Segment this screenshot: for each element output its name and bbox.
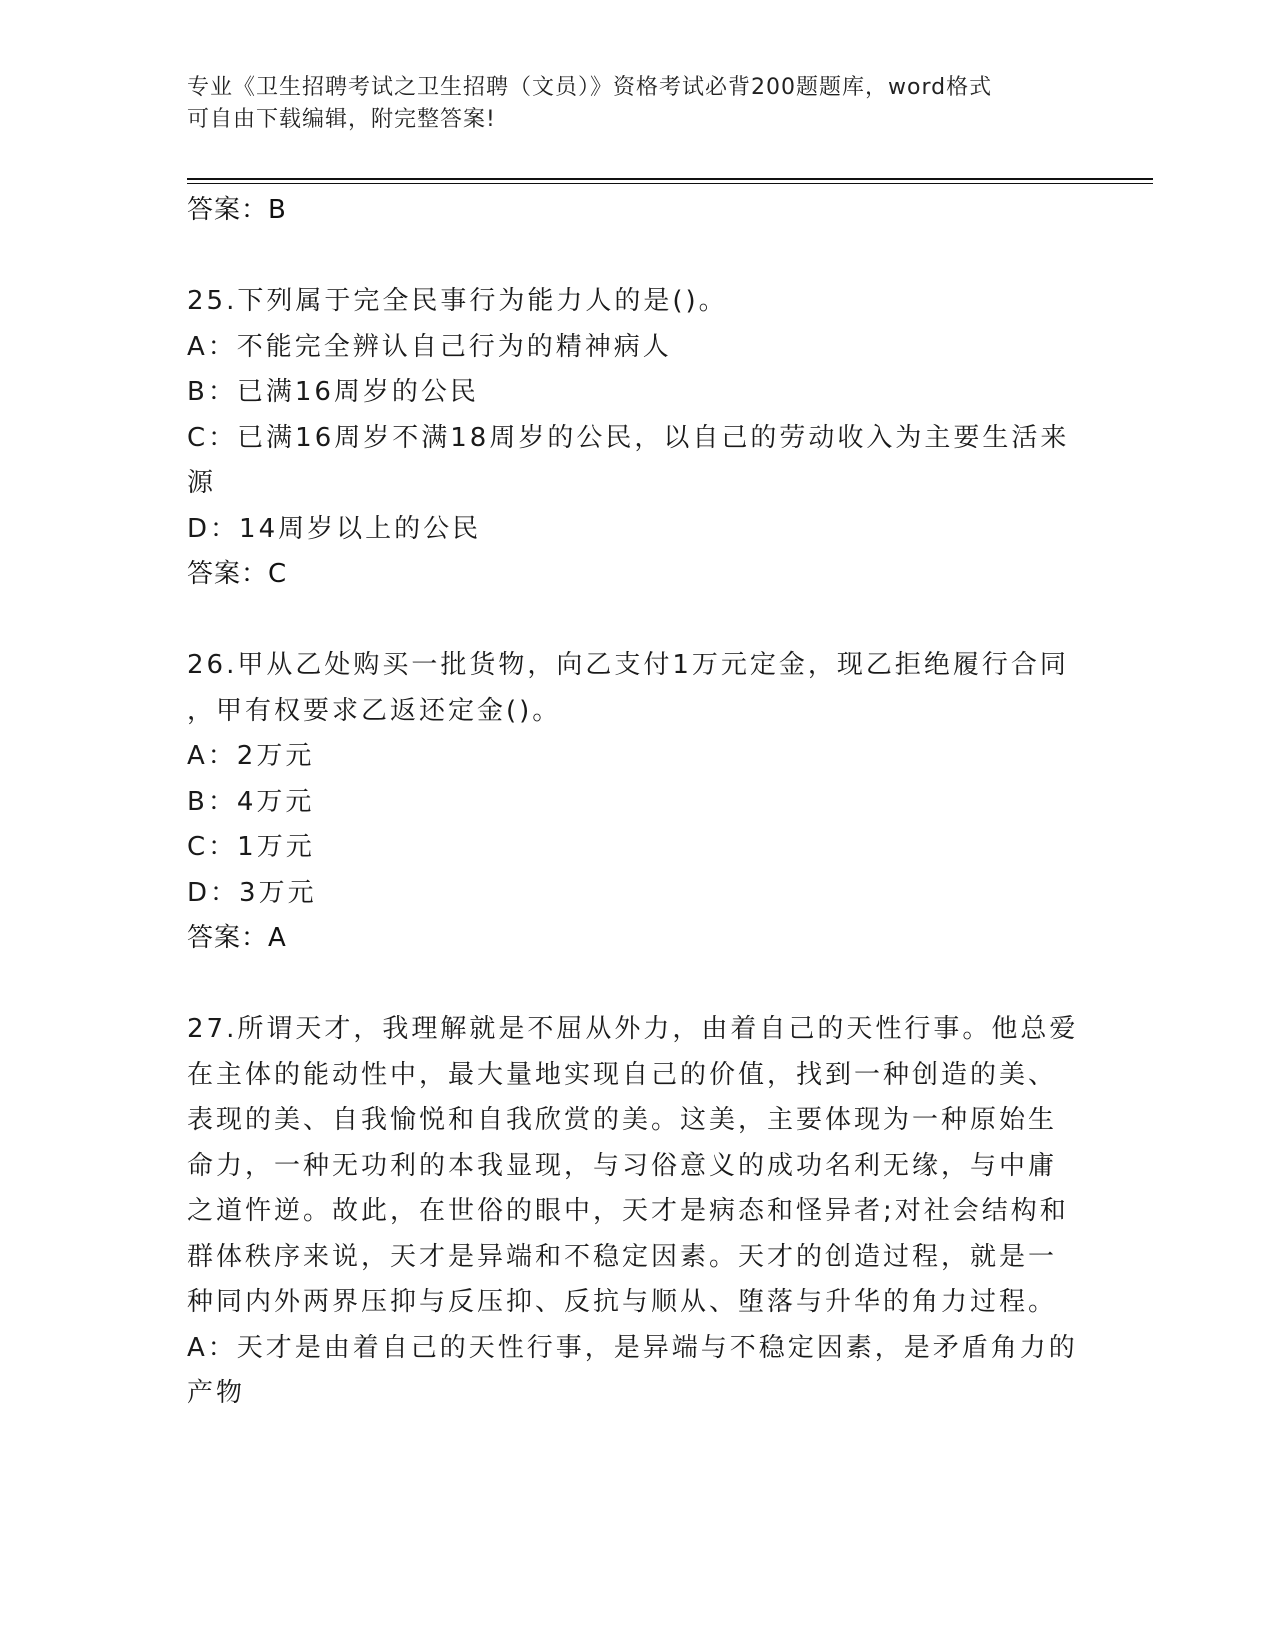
option-c-line-2: 源 bbox=[187, 468, 217, 498]
option-c: C：1万元 bbox=[187, 832, 315, 862]
question-text-line-1: 27.所谓天才，我理解就是不屈从外力，由着自己的天性行事。他总爱 bbox=[187, 1014, 1079, 1044]
question-text: 25.下列属于完全民事行为能力人的是()。 bbox=[187, 286, 728, 316]
previous-answer: 答案：B bbox=[187, 195, 287, 225]
header-divider-thick bbox=[187, 178, 1153, 180]
question-text-line-6: 群体秩序来说，天才是异端和不稳定因素。天才的创造过程，就是一 bbox=[187, 1241, 1058, 1272]
spacer bbox=[187, 234, 1077, 280]
question-text-line-4: 命力，一种无功利的本我显现，与习俗意义的成功名利无缘，与中庸 bbox=[187, 1150, 1058, 1181]
header-divider-thin bbox=[187, 183, 1153, 184]
option-a: A：不能完全辨认自己行为的精神病人 bbox=[187, 331, 672, 362]
document-header bbox=[187, 72, 1067, 136]
header-line-1: 专业《卫生招聘考试之卫生招聘（文员）》资格考试必背200题题库，word格式 bbox=[187, 75, 993, 100]
option-d: D：14周岁以上的公民 bbox=[187, 513, 482, 544]
option-b: B：已满16周岁的公民 bbox=[187, 377, 479, 407]
question-text-line-1: 26.甲从乙处购买一批货物，向乙支付1万元定金，现乙拒绝履行合同 bbox=[187, 650, 1069, 680]
spacer bbox=[187, 962, 1077, 1008]
question-text-line-2: ，甲有权要求乙返还定金()。 bbox=[187, 695, 562, 726]
question-27 bbox=[187, 1007, 1077, 1417]
answer: 答案：C bbox=[187, 559, 288, 589]
option-d: D：3万元 bbox=[187, 877, 317, 908]
question-25 bbox=[187, 279, 1077, 598]
question-text-line-7: 种同内外两界压抑与反压抑、反抗与顺从、堕落与升华的角力过程。 bbox=[187, 1287, 1058, 1317]
question-26 bbox=[187, 643, 1077, 962]
document-body bbox=[187, 188, 1077, 1417]
option-c-line-1: C：已满16周岁不满18周岁的公民，以自己的劳动收入为主要生活来 bbox=[187, 422, 1070, 453]
question-text-line-3: 表现的美、自我愉悦和自我欣赏的美。这美，主要体现为一种原始生 bbox=[187, 1105, 1058, 1135]
option-a-line-2: 产物 bbox=[187, 1378, 246, 1408]
header-line-2: 可自由下载编辑，附完整答案! bbox=[187, 107, 496, 132]
option-b: B：4万元 bbox=[187, 786, 315, 817]
option-a: A：2万元 bbox=[187, 741, 315, 771]
question-text-line-5: 之道忤逆。故此，在世俗的眼中，天才是病态和怪异者;对社会结构和 bbox=[187, 1196, 1069, 1226]
question-text-line-2: 在主体的能动性中，最大量地实现自己的价值，找到一种创造的美、 bbox=[187, 1059, 1058, 1090]
spacer bbox=[187, 598, 1077, 644]
option-a-line-1: A：天才是由着自己的天性行事，是异端与不稳定因素，是矛盾角力的 bbox=[187, 1332, 1078, 1363]
answer: 答案：A bbox=[187, 923, 287, 953]
